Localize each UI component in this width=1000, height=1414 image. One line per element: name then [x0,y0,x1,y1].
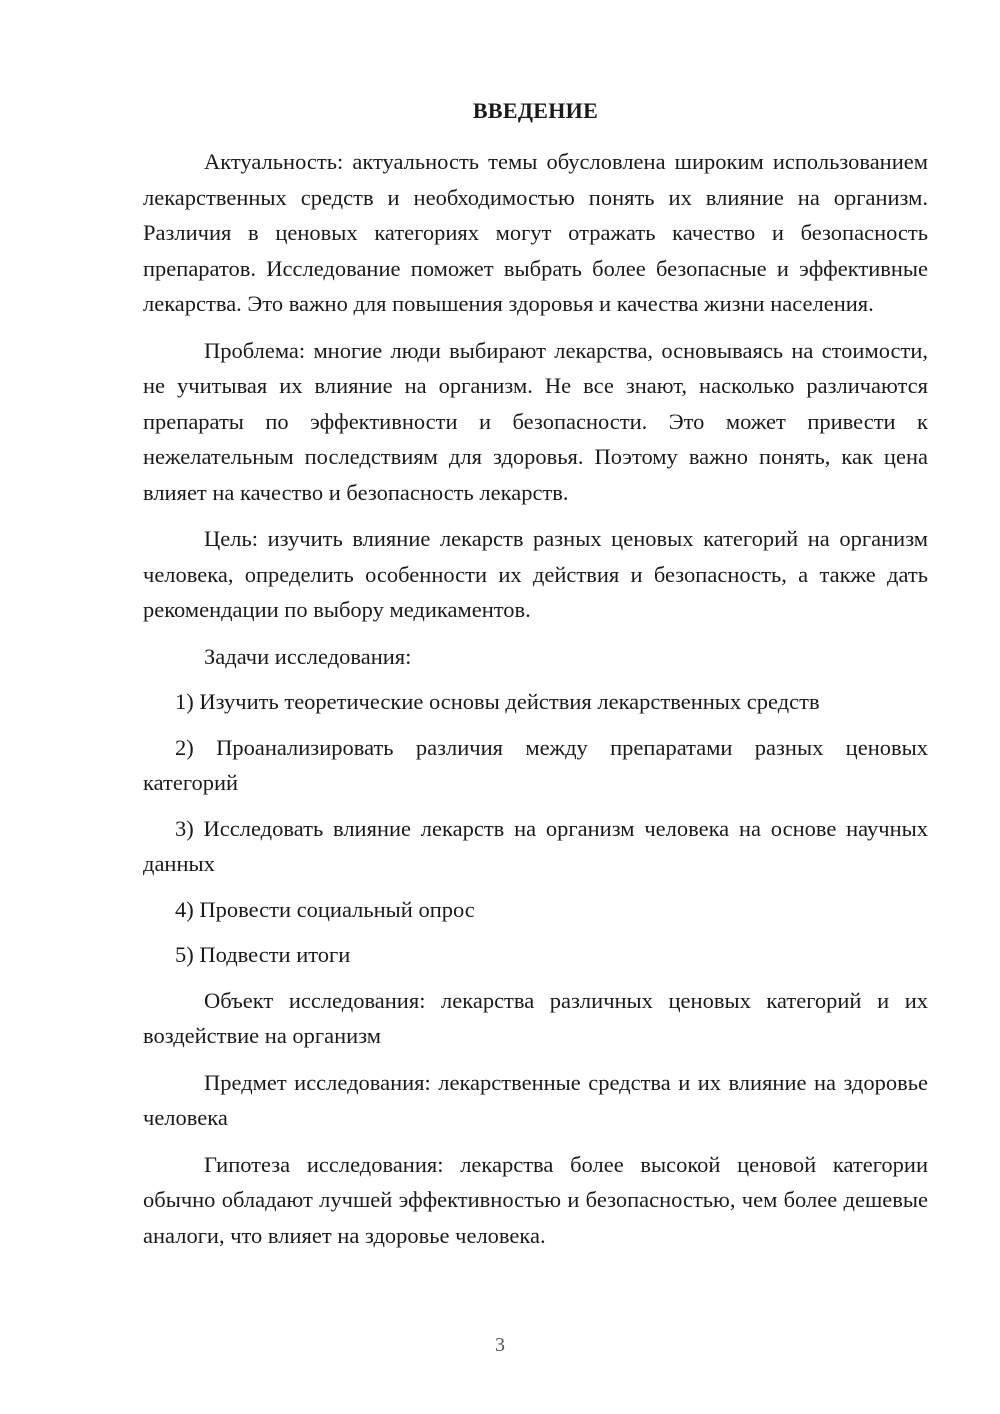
paragraph-subject: Предмет исследования: лекарственные средства и их влияние на здоровье человека [143,1069,928,1130]
tasks-heading: Задачи исследования: [204,643,412,669]
paragraph-relevance: Актуальность: актуальность темы обусловлена широким использованием лекарственных средств и необходимостью понять их влияние на организм. Различия в ценовых категориях могут отражать качество и безопасность препаратов. Исследование поможет выбрать более безопасные и эффективные лекарства. Это важно для повышения здоровья и качества жизни населения. [143,149,928,316]
paragraph-object: Объект исследования: лекарства различных ценовых категорий и их воздействие на организм [143,987,928,1048]
page-number: 3 [495,1334,505,1356]
page-title: ВВЕДЕНИЕ [472,98,599,123]
paragraph-problem: Проблема: многие люди выбирают лекарства, основываясь на стоимости, не учитывая их влияние на организм. Не все знают, насколько различаются препараты по эффективности и безопасности. Это может привести к нежелательным последствиям для здоровья. Поэтому важно понять, как цена влияет на качество и безопасность лекарств. [143,337,928,505]
task-item-4: 4) Провести социальный опрос [175,896,475,922]
paragraph-goal: Цель: изучить влияние лекарств разных ценовых категорий на организм человека, определить особенности их действия и безопасность, а также дать рекомендации по выбору медикаментов. [143,526,928,622]
document-page [143,96,928,1253]
task-item-5: 5) Подвести итоги [175,942,351,967]
task-item-2: 2) Проанализировать различия между препаратами разных ценовых категорий [143,734,928,795]
task-item-3: 3) Исследовать влияние лекарств на организм человека на основе научных данных [143,815,928,876]
paragraph-hypothesis: Гипотеза исследования: лекарства более высокой ценовой категории обычно обладают лучшей эффективностью и безопасностью, чем более дешевые аналоги, что влияет на здоровье человека. [143,1151,928,1248]
task-item-1: 1) Изучить теоретические основы действия лекарственных средств [175,689,820,714]
